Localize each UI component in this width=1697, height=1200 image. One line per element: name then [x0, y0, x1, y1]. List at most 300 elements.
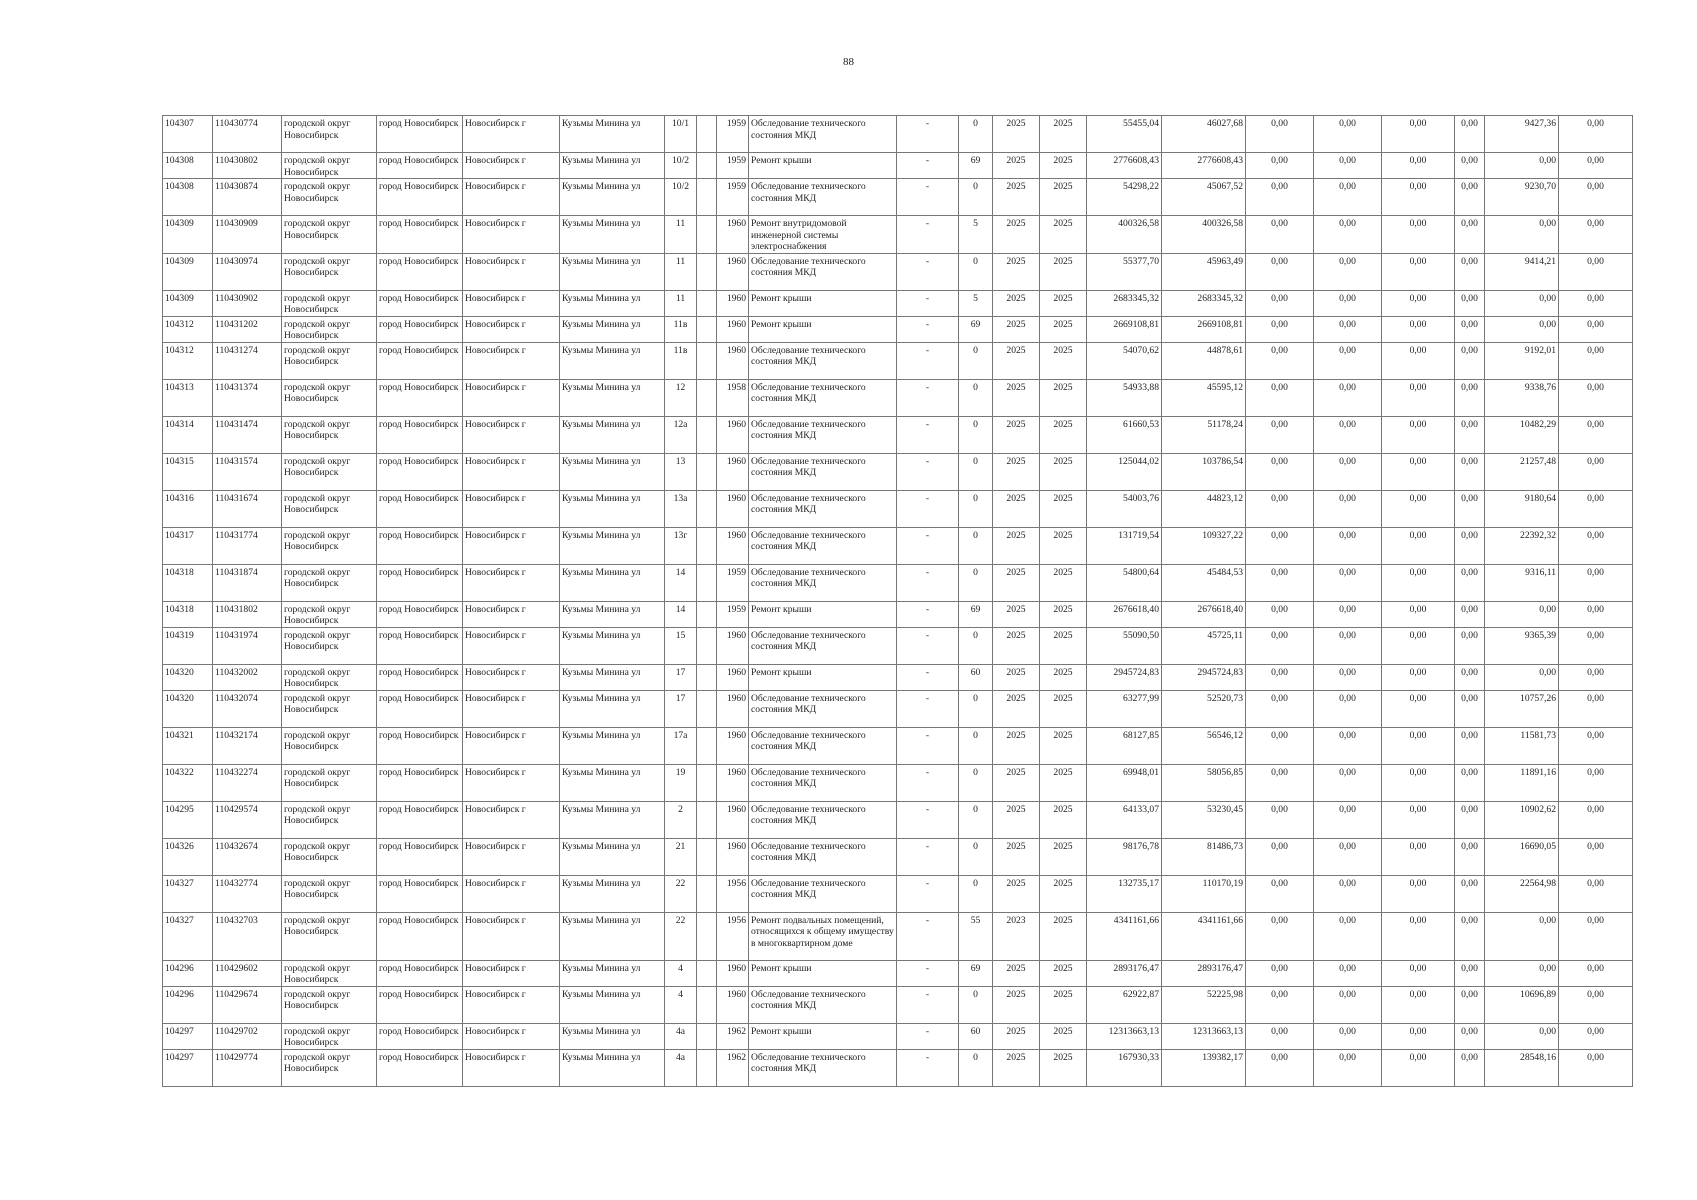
- cell-building-letter: [697, 875, 717, 912]
- cell-planned-value: -: [897, 416, 959, 453]
- cell-fund-cost: 53230,45: [1162, 801, 1246, 838]
- cell-city: Новосибирск г: [463, 727, 560, 764]
- page-number: 88: [843, 56, 854, 68]
- table-row: [163, 342, 1633, 379]
- cell-federal-budget: 0,00: [1246, 1049, 1314, 1086]
- cell-start-year: 2025: [993, 1049, 1040, 1086]
- cell-municipal-district: городской округ Новосибирск: [282, 290, 377, 316]
- cell-planned-value: -: [897, 664, 959, 690]
- cell-building-letter: [697, 690, 717, 727]
- cell-fund-cost: 110170,19: [1162, 875, 1246, 912]
- cell-settlement: город Новосибирск: [377, 960, 463, 986]
- cell-regional-budget: 0,00: [1314, 727, 1382, 764]
- cell-wear-percent: 0: [959, 690, 993, 727]
- cell-start-year: 2025: [993, 986, 1040, 1023]
- cell-settlement: город Новосибирск: [377, 627, 463, 664]
- cell-end-year: 2025: [1040, 1049, 1087, 1086]
- cell-total-cost: 55090,50: [1087, 627, 1162, 664]
- cell-work-type: Обследование технического состояния МКД: [749, 342, 897, 379]
- cell-house-number: 17: [665, 690, 697, 727]
- table-row: [163, 664, 1633, 690]
- cell-regional-budget: 0,00: [1314, 116, 1382, 153]
- cell-building-letter: [697, 564, 717, 601]
- cell-work-type: Ремонт крыши: [749, 153, 897, 179]
- cell-federal-budget: 0,00: [1246, 912, 1314, 960]
- cell-end-year: 2025: [1040, 179, 1087, 216]
- cell-fund-cost: 4341161,66: [1162, 912, 1246, 960]
- cell-work-type: Обследование технического состояния МКД: [749, 1049, 897, 1086]
- cell-wear-percent: 0: [959, 453, 993, 490]
- cell-build-year: 1959: [717, 179, 749, 216]
- cell-end-year: 2025: [1040, 153, 1087, 179]
- cell-build-year: 1959: [717, 564, 749, 601]
- table-row: [163, 379, 1633, 416]
- cell-city: Новосибирск г: [463, 960, 560, 986]
- table-row: [163, 986, 1633, 1023]
- cell-municipal-district: городской округ Новосибирск: [282, 627, 377, 664]
- cell-wear-percent: 0: [959, 253, 993, 290]
- cell-settlement: город Новосибирск: [377, 727, 463, 764]
- cell-object-code: 110431774: [213, 527, 282, 564]
- cell-street: Кузьмы Минина ул: [560, 664, 665, 690]
- cell-city: Новосибирск г: [463, 801, 560, 838]
- cell-other-funds: 0,00: [1485, 316, 1559, 342]
- cell-other-funds: 10482,29: [1485, 416, 1559, 453]
- cell-build-year: 1960: [717, 453, 749, 490]
- cell-extra-value: 0,00: [1559, 764, 1633, 801]
- cell-wear-percent: 0: [959, 416, 993, 453]
- cell-end-year: 2025: [1040, 690, 1087, 727]
- cell-total-cost: 98176,78: [1087, 838, 1162, 875]
- cell-row-id: 104309: [163, 216, 213, 254]
- cell-other-funds: 28548,16: [1485, 1049, 1559, 1086]
- cell-owner-funds: 0,00: [1455, 986, 1485, 1023]
- cell-settlement: город Новосибирск: [377, 116, 463, 153]
- cell-house-number: 4а: [665, 1023, 697, 1049]
- cell-end-year: 2025: [1040, 727, 1087, 764]
- cell-city: Новосибирск г: [463, 290, 560, 316]
- cell-house-number: 22: [665, 875, 697, 912]
- table-row: [163, 912, 1633, 960]
- cell-wear-percent: 0: [959, 764, 993, 801]
- cell-row-id: 104296: [163, 986, 213, 1023]
- cell-total-cost: 167930,33: [1087, 1049, 1162, 1086]
- cell-owner-funds: 0,00: [1455, 379, 1485, 416]
- cell-local-budget: 0,00: [1382, 216, 1455, 254]
- cell-house-number: 11в: [665, 342, 697, 379]
- cell-municipal-district: городской округ Новосибирск: [282, 960, 377, 986]
- cell-row-id: 104326: [163, 838, 213, 875]
- table-row: [163, 490, 1633, 527]
- cell-work-type: Ремонт подвальных помещений, относящихся к общему имуществу в многоквартирном доме: [749, 912, 897, 960]
- cell-build-year: 1960: [717, 290, 749, 316]
- cell-total-cost: 12313663,13: [1087, 1023, 1162, 1049]
- cell-start-year: 2025: [993, 627, 1040, 664]
- cell-street: Кузьмы Минина ул: [560, 453, 665, 490]
- cell-fund-cost: 2893176,47: [1162, 960, 1246, 986]
- cell-end-year: 2025: [1040, 527, 1087, 564]
- cell-wear-percent: 69: [959, 601, 993, 627]
- cell-local-budget: 0,00: [1382, 601, 1455, 627]
- cell-city: Новосибирск г: [463, 153, 560, 179]
- cell-street: Кузьмы Минина ул: [560, 379, 665, 416]
- cell-total-cost: 54003,76: [1087, 490, 1162, 527]
- cell-extra-value: 0,00: [1559, 253, 1633, 290]
- cell-object-code: 110429602: [213, 960, 282, 986]
- cell-extra-value: 0,00: [1559, 838, 1633, 875]
- cell-municipal-district: городской округ Новосибирск: [282, 727, 377, 764]
- cell-fund-cost: 45963,49: [1162, 253, 1246, 290]
- cell-planned-value: -: [897, 253, 959, 290]
- cell-local-budget: 0,00: [1382, 490, 1455, 527]
- cell-start-year: 2025: [993, 253, 1040, 290]
- cell-owner-funds: 0,00: [1455, 153, 1485, 179]
- cell-start-year: 2025: [993, 416, 1040, 453]
- cell-total-cost: 4341161,66: [1087, 912, 1162, 960]
- cell-municipal-district: городской округ Новосибирск: [282, 116, 377, 153]
- cell-extra-value: 0,00: [1559, 564, 1633, 601]
- cell-planned-value: -: [897, 379, 959, 416]
- cell-planned-value: -: [897, 1023, 959, 1049]
- table-row: [163, 627, 1633, 664]
- cell-end-year: 2025: [1040, 627, 1087, 664]
- cell-wear-percent: 69: [959, 960, 993, 986]
- cell-municipal-district: городской округ Новосибирск: [282, 416, 377, 453]
- cell-build-year: 1956: [717, 912, 749, 960]
- cell-start-year: 2025: [993, 601, 1040, 627]
- cell-owner-funds: 0,00: [1455, 960, 1485, 986]
- cell-object-code: 110432674: [213, 838, 282, 875]
- cell-extra-value: 0,00: [1559, 116, 1633, 153]
- cell-building-letter: [697, 664, 717, 690]
- cell-owner-funds: 0,00: [1455, 912, 1485, 960]
- cell-start-year: 2025: [993, 690, 1040, 727]
- cell-start-year: 2025: [993, 490, 1040, 527]
- cell-row-id: 104297: [163, 1049, 213, 1086]
- cell-settlement: город Новосибирск: [377, 153, 463, 179]
- cell-municipal-district: городской округ Новосибирск: [282, 601, 377, 627]
- cell-work-type: Обследование технического состояния МКД: [749, 453, 897, 490]
- cell-object-code: 110430909: [213, 216, 282, 254]
- cell-other-funds: 0,00: [1485, 216, 1559, 254]
- cell-total-cost: 64133,07: [1087, 801, 1162, 838]
- cell-regional-budget: 0,00: [1314, 601, 1382, 627]
- cell-end-year: 2025: [1040, 1023, 1087, 1049]
- cell-row-id: 104317: [163, 527, 213, 564]
- cell-work-type: Обследование технического состояния МКД: [749, 801, 897, 838]
- cell-regional-budget: 0,00: [1314, 527, 1382, 564]
- cell-municipal-district: городской округ Новосибирск: [282, 912, 377, 960]
- cell-start-year: 2023: [993, 912, 1040, 960]
- cell-extra-value: 0,00: [1559, 216, 1633, 254]
- cell-city: Новосибирск г: [463, 601, 560, 627]
- cell-object-code: 110432774: [213, 875, 282, 912]
- cell-other-funds: 9338,76: [1485, 379, 1559, 416]
- cell-work-type: Ремонт крыши: [749, 664, 897, 690]
- cell-local-budget: 0,00: [1382, 875, 1455, 912]
- cell-wear-percent: 5: [959, 216, 993, 254]
- cell-city: Новосибирск г: [463, 416, 560, 453]
- cell-build-year: 1958: [717, 379, 749, 416]
- cell-street: Кузьмы Минина ул: [560, 490, 665, 527]
- cell-street: Кузьмы Минина ул: [560, 316, 665, 342]
- cell-end-year: 2025: [1040, 912, 1087, 960]
- cell-fund-cost: 2776608,43: [1162, 153, 1246, 179]
- cell-regional-budget: 0,00: [1314, 179, 1382, 216]
- table-row: [163, 801, 1633, 838]
- table-row: [163, 316, 1633, 342]
- cell-municipal-district: городской округ Новосибирск: [282, 253, 377, 290]
- cell-house-number: 10/1: [665, 116, 697, 153]
- cell-start-year: 2025: [993, 116, 1040, 153]
- cell-house-number: 14: [665, 601, 697, 627]
- cell-municipal-district: городской округ Новосибирск: [282, 179, 377, 216]
- cell-other-funds: 0,00: [1485, 912, 1559, 960]
- cell-other-funds: 9180,64: [1485, 490, 1559, 527]
- cell-settlement: город Новосибирск: [377, 912, 463, 960]
- cell-extra-value: 0,00: [1559, 912, 1633, 960]
- cell-total-cost: 125044,02: [1087, 453, 1162, 490]
- cell-fund-cost: 109327,22: [1162, 527, 1246, 564]
- cell-end-year: 2025: [1040, 801, 1087, 838]
- cell-planned-value: -: [897, 342, 959, 379]
- cell-local-budget: 0,00: [1382, 727, 1455, 764]
- table-row: [163, 527, 1633, 564]
- cell-extra-value: 0,00: [1559, 601, 1633, 627]
- cell-owner-funds: 0,00: [1455, 564, 1485, 601]
- cell-planned-value: -: [897, 316, 959, 342]
- cell-house-number: 4: [665, 960, 697, 986]
- cell-regional-budget: 0,00: [1314, 316, 1382, 342]
- cell-other-funds: 0,00: [1485, 664, 1559, 690]
- cell-house-number: 11в: [665, 316, 697, 342]
- cell-municipal-district: городской округ Новосибирск: [282, 316, 377, 342]
- cell-planned-value: -: [897, 960, 959, 986]
- cell-fund-cost: 51178,24: [1162, 416, 1246, 453]
- cell-settlement: город Новосибирск: [377, 527, 463, 564]
- cell-settlement: город Новосибирск: [377, 253, 463, 290]
- cell-owner-funds: 0,00: [1455, 116, 1485, 153]
- cell-local-budget: 0,00: [1382, 290, 1455, 316]
- cell-street: Кузьмы Минина ул: [560, 290, 665, 316]
- cell-settlement: город Новосибирск: [377, 838, 463, 875]
- cell-extra-value: 0,00: [1559, 416, 1633, 453]
- cell-regional-budget: 0,00: [1314, 490, 1382, 527]
- cell-total-cost: 62922,87: [1087, 986, 1162, 1023]
- cell-settlement: город Новосибирск: [377, 179, 463, 216]
- cell-other-funds: 9427,36: [1485, 116, 1559, 153]
- cell-planned-value: -: [897, 179, 959, 216]
- table-row: [163, 453, 1633, 490]
- cell-other-funds: 22564,98: [1485, 875, 1559, 912]
- cell-start-year: 2025: [993, 290, 1040, 316]
- cell-build-year: 1960: [717, 986, 749, 1023]
- cell-owner-funds: 0,00: [1455, 801, 1485, 838]
- cell-planned-value: -: [897, 727, 959, 764]
- cell-extra-value: 0,00: [1559, 986, 1633, 1023]
- cell-total-cost: 2776608,43: [1087, 153, 1162, 179]
- cell-extra-value: 0,00: [1559, 1049, 1633, 1086]
- cell-building-letter: [697, 216, 717, 254]
- cell-house-number: 17: [665, 664, 697, 690]
- cell-street: Кузьмы Минина ул: [560, 253, 665, 290]
- cell-other-funds: 0,00: [1485, 601, 1559, 627]
- cell-fund-cost: 46027,68: [1162, 116, 1246, 153]
- cell-build-year: 1960: [717, 727, 749, 764]
- cell-object-code: 110430974: [213, 253, 282, 290]
- cell-extra-value: 0,00: [1559, 875, 1633, 912]
- cell-regional-budget: 0,00: [1314, 960, 1382, 986]
- cell-total-cost: 132735,17: [1087, 875, 1162, 912]
- cell-object-code: 110430902: [213, 290, 282, 316]
- cell-start-year: 2025: [993, 316, 1040, 342]
- table-row: [163, 875, 1633, 912]
- cell-building-letter: [697, 453, 717, 490]
- cell-row-id: 104297: [163, 1023, 213, 1049]
- cell-settlement: город Новосибирск: [377, 1049, 463, 1086]
- cell-wear-percent: 0: [959, 727, 993, 764]
- cell-work-type: Обследование технического состояния МКД: [749, 179, 897, 216]
- cell-owner-funds: 0,00: [1455, 627, 1485, 664]
- cell-house-number: 11: [665, 290, 697, 316]
- cell-build-year: 1959: [717, 116, 749, 153]
- cell-build-year: 1956: [717, 875, 749, 912]
- cell-other-funds: 9365,39: [1485, 627, 1559, 664]
- cell-federal-budget: 0,00: [1246, 627, 1314, 664]
- cell-federal-budget: 0,00: [1246, 1023, 1314, 1049]
- cell-build-year: 1960: [717, 253, 749, 290]
- cell-building-letter: [697, 601, 717, 627]
- cell-total-cost: 2669108,81: [1087, 316, 1162, 342]
- cell-work-type: Обследование технического состояния МКД: [749, 416, 897, 453]
- cell-regional-budget: 0,00: [1314, 875, 1382, 912]
- table-row: [163, 960, 1633, 986]
- cell-federal-budget: 0,00: [1246, 960, 1314, 986]
- cell-settlement: город Новосибирск: [377, 490, 463, 527]
- cell-municipal-district: городской округ Новосибирск: [282, 1023, 377, 1049]
- cell-object-code: 110429774: [213, 1049, 282, 1086]
- cell-federal-budget: 0,00: [1246, 342, 1314, 379]
- cell-local-budget: 0,00: [1382, 342, 1455, 379]
- cell-extra-value: 0,00: [1559, 627, 1633, 664]
- cell-planned-value: -: [897, 912, 959, 960]
- table-row: [163, 764, 1633, 801]
- cell-end-year: 2025: [1040, 986, 1087, 1023]
- table-row: [163, 1023, 1633, 1049]
- cell-work-type: Обследование технического состояния МКД: [749, 564, 897, 601]
- cell-wear-percent: 55: [959, 912, 993, 960]
- cell-regional-budget: 0,00: [1314, 416, 1382, 453]
- cell-total-cost: 54933,88: [1087, 379, 1162, 416]
- cell-start-year: 2025: [993, 179, 1040, 216]
- cell-end-year: 2025: [1040, 216, 1087, 254]
- cell-extra-value: 0,00: [1559, 179, 1633, 216]
- cell-city: Новосибирск г: [463, 253, 560, 290]
- cell-extra-value: 0,00: [1559, 490, 1633, 527]
- cell-other-funds: 10902,62: [1485, 801, 1559, 838]
- cell-street: Кузьмы Минина ул: [560, 153, 665, 179]
- cell-wear-percent: 0: [959, 627, 993, 664]
- cell-building-letter: [697, 727, 717, 764]
- cell-settlement: город Новосибирск: [377, 379, 463, 416]
- cell-object-code: 110431802: [213, 601, 282, 627]
- cell-fund-cost: 2683345,32: [1162, 290, 1246, 316]
- cell-owner-funds: 0,00: [1455, 1049, 1485, 1086]
- cell-city: Новосибирск г: [463, 875, 560, 912]
- cell-planned-value: -: [897, 601, 959, 627]
- cell-other-funds: 22392,32: [1485, 527, 1559, 564]
- cell-wear-percent: 5: [959, 290, 993, 316]
- cell-work-type: Ремонт крыши: [749, 290, 897, 316]
- cell-build-year: 1962: [717, 1023, 749, 1049]
- cell-planned-value: -: [897, 490, 959, 527]
- cell-regional-budget: 0,00: [1314, 453, 1382, 490]
- cell-row-id: 104308: [163, 179, 213, 216]
- cell-building-letter: [697, 1023, 717, 1049]
- cell-city: Новосибирск г: [463, 838, 560, 875]
- cell-end-year: 2025: [1040, 379, 1087, 416]
- cell-other-funds: 9414,21: [1485, 253, 1559, 290]
- cell-object-code: 110431874: [213, 564, 282, 601]
- cell-owner-funds: 0,00: [1455, 290, 1485, 316]
- cell-start-year: 2025: [993, 764, 1040, 801]
- cell-start-year: 2025: [993, 216, 1040, 254]
- cell-house-number: 10/2: [665, 153, 697, 179]
- cell-planned-value: -: [897, 801, 959, 838]
- cell-start-year: 2025: [993, 727, 1040, 764]
- cell-work-type: Ремонт крыши: [749, 960, 897, 986]
- cell-local-budget: 0,00: [1382, 416, 1455, 453]
- cell-end-year: 2025: [1040, 490, 1087, 527]
- cell-planned-value: -: [897, 764, 959, 801]
- cell-extra-value: 0,00: [1559, 664, 1633, 690]
- cell-owner-funds: 0,00: [1455, 1023, 1485, 1049]
- cell-street: Кузьмы Минина ул: [560, 1049, 665, 1086]
- cell-planned-value: -: [897, 153, 959, 179]
- cell-row-id: 104327: [163, 912, 213, 960]
- cell-house-number: 4: [665, 986, 697, 1023]
- cell-city: Новосибирск г: [463, 764, 560, 801]
- cell-building-letter: [697, 379, 717, 416]
- cell-municipal-district: городской округ Новосибирск: [282, 342, 377, 379]
- cell-work-type: Обследование технического состояния МКД: [749, 627, 897, 664]
- cell-planned-value: -: [897, 986, 959, 1023]
- cell-wear-percent: 60: [959, 664, 993, 690]
- cell-wear-percent: 0: [959, 527, 993, 564]
- cell-row-id: 104308: [163, 153, 213, 179]
- cell-row-id: 104318: [163, 564, 213, 601]
- cell-building-letter: [697, 986, 717, 1023]
- cell-federal-budget: 0,00: [1246, 453, 1314, 490]
- cell-municipal-district: городской округ Новосибирск: [282, 838, 377, 875]
- cell-building-letter: [697, 290, 717, 316]
- cell-settlement: город Новосибирск: [377, 986, 463, 1023]
- cell-end-year: 2025: [1040, 316, 1087, 342]
- cell-extra-value: 0,00: [1559, 801, 1633, 838]
- cell-extra-value: 0,00: [1559, 690, 1633, 727]
- cell-owner-funds: 0,00: [1455, 838, 1485, 875]
- cell-object-code: 110429674: [213, 986, 282, 1023]
- cell-municipal-district: городской округ Новосибирск: [282, 490, 377, 527]
- cell-settlement: город Новосибирск: [377, 416, 463, 453]
- cell-start-year: 2025: [993, 664, 1040, 690]
- cell-fund-cost: 12313663,13: [1162, 1023, 1246, 1049]
- cell-wear-percent: 0: [959, 564, 993, 601]
- cell-build-year: 1960: [717, 342, 749, 379]
- cell-federal-budget: 0,00: [1246, 116, 1314, 153]
- cell-local-budget: 0,00: [1382, 316, 1455, 342]
- cell-federal-budget: 0,00: [1246, 253, 1314, 290]
